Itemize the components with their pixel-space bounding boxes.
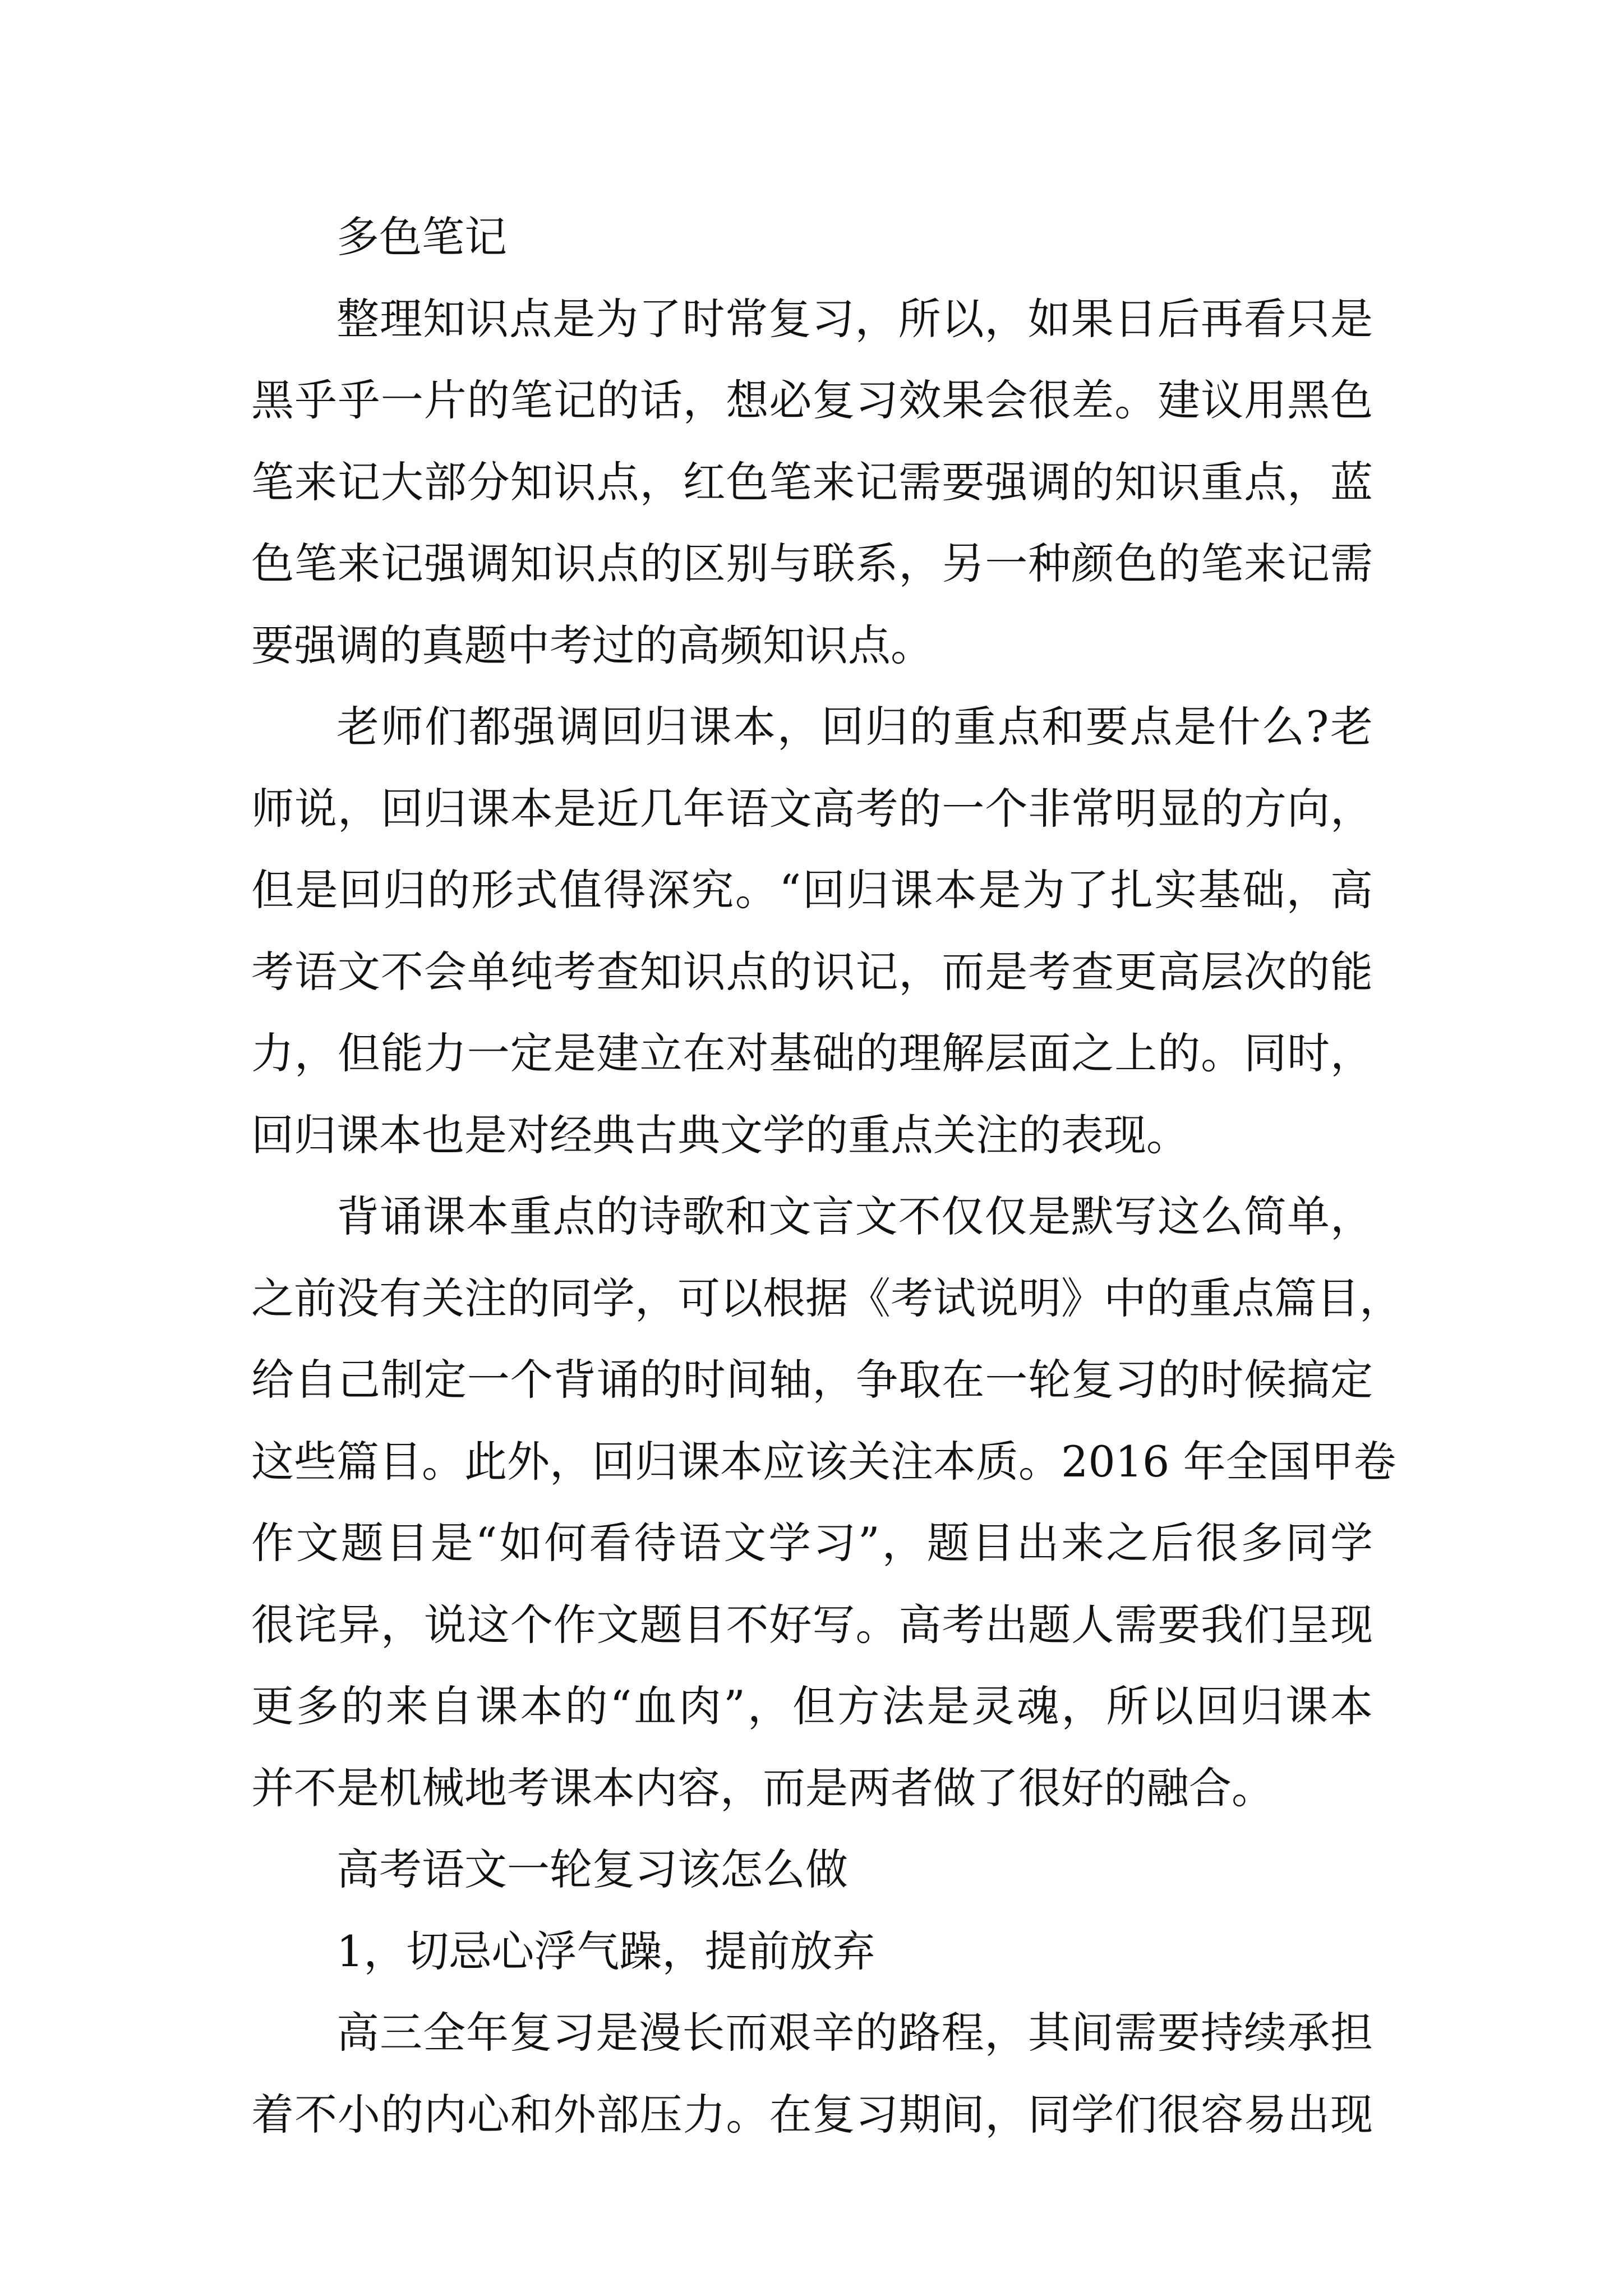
text-line: 笔来记大部分知识点，红色笔来记需要强调的知识重点，蓝	[251, 457, 1373, 507]
text-line: 1，切忌心浮气躁，提前放弃	[336, 1926, 875, 1976]
text-line: 着不小的内心和外部压力。在复习期间，同学们很容易出现	[251, 2089, 1373, 2139]
text-line: 多色笔记	[336, 212, 507, 262]
text-line: 给自己制定一个背诵的时间轴，争取在一轮复习的时候搞定	[251, 1355, 1373, 1405]
text-line: 考语文不会单纯考查知识点的识记，而是考查更高层次的能	[251, 946, 1373, 997]
text-line: 很诧异，说这个作文题目不好写。高考出题人需要我们呈现	[251, 1599, 1373, 1650]
text-line: 老师们都强调回归课本，回归的重点和要点是什么?老	[336, 702, 1373, 752]
text-line: 高考语文一轮复习该怎么做	[336, 1844, 848, 1894]
text-line: 黑乎乎一片的笔记的话，想必复习效果会很差。建议用黑色	[251, 375, 1373, 425]
text-line: 但是回归的形式值得深究。“回归课本是为了扎实基础，高	[251, 865, 1373, 915]
text-line: 要强调的真题中考过的高频知识点。	[251, 620, 933, 670]
text-line: 师说，回归课本是近几年语文高考的一个非常明显的方向，	[251, 783, 1373, 834]
document-body	[251, 196, 1402, 2155]
text-line: 作文题目是“如何看待语文学习”，题目出来之后很多同学	[251, 1518, 1373, 1568]
text-line: 这些篇目。此外，回归课本应该关注本质。2016 年全国甲卷	[251, 1436, 1396, 1487]
text-line: 整理知识点是为了时常复习，所以，如果日后再看只是	[336, 293, 1373, 344]
text-line: 背诵课本重点的诗歌和文言文不仅仅是默写这么简单，	[336, 1191, 1373, 1241]
text-line: 色笔来记强调知识点的区别与联系，另一种颜色的笔来记需	[251, 539, 1373, 588]
text-line: 并不是机械地考课本内容，而是两者做了很好的融合。	[251, 1763, 1274, 1813]
text-line: 回归课本也是对经典古典文学的重点关注的表现。	[251, 1110, 1189, 1160]
text-line: 之前没有关注的同学，可以根据《考试说明》中的重点篇目，	[251, 1273, 1402, 1323]
text-line: 高三全年复习是漫长而艰辛的路程，其间需要持续承担	[336, 2008, 1373, 2058]
text-line: 力，但能力一定是建立在对基础的理解层面之上的。同时，	[251, 1028, 1373, 1078]
text-line: 更多的来自课本的“血肉”，但方法是灵魂，所以回归课本	[251, 1681, 1373, 1731]
